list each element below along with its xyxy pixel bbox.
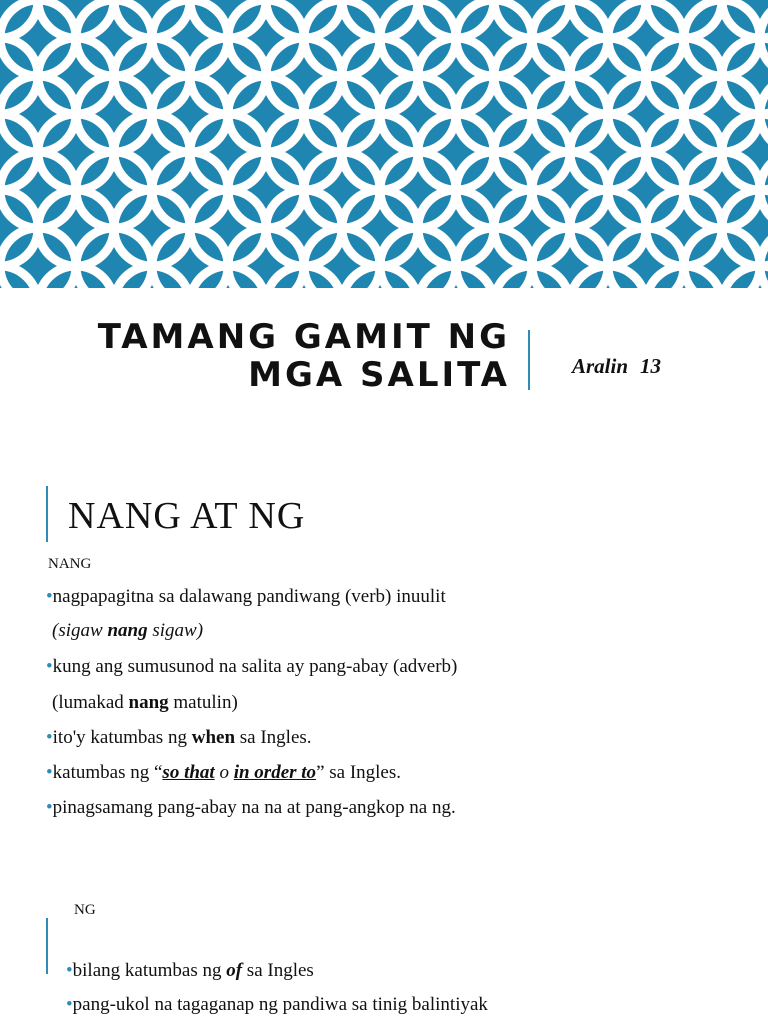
list-item: •pang-ukol na tagaganap ng pandiwa sa tinig balintiyak [66, 994, 488, 1015]
bullet-icon: • [46, 656, 53, 677]
title-divider [528, 330, 530, 390]
list-item: •pinagsamang pang-abay na na at pang-angkop na ng. [46, 797, 456, 818]
bullet-icon: • [46, 727, 53, 748]
list-item: •bilang katumbas ng of sa Ingles [66, 960, 314, 981]
bullet-icon: • [46, 586, 53, 607]
decorative-circle-pattern [0, 0, 768, 288]
ng-label: NG [74, 902, 96, 918]
bullet-icon: • [66, 994, 73, 1015]
nang-label: NANG [48, 556, 92, 572]
lesson-number: 13 [640, 354, 662, 378]
heading-divider [46, 486, 48, 542]
slide-title-line-1: TAMANG GAMIT NG [97, 317, 510, 357]
slide-title [98, 318, 510, 394]
bullet-icon: • [46, 797, 53, 818]
bullet-icon: • [46, 762, 53, 783]
slide-title-line-2: MGA SALITA [248, 355, 510, 395]
example-line: (lumakad nang matulin) [52, 692, 238, 713]
ng-divider [46, 918, 48, 974]
list-item: •kung ang sumusunod na salita ay pang-abay (adverb) [46, 656, 458, 677]
list-item: •nagpapagitna sa dalawang pandiwang (verb) inuulit [46, 586, 446, 607]
lesson-subtitle [572, 354, 661, 379]
lesson-word: Aralin [572, 354, 629, 378]
example-line: (sigaw nang sigaw) [52, 620, 204, 641]
list-item: •katumbas ng “so that o in order to” sa Ingles. [46, 762, 402, 783]
list-item: •ito'y katumbas ng when sa Ingles. [46, 727, 312, 748]
bullet-icon: • [66, 960, 73, 981]
section-heading: NANG AT NG [68, 495, 306, 537]
